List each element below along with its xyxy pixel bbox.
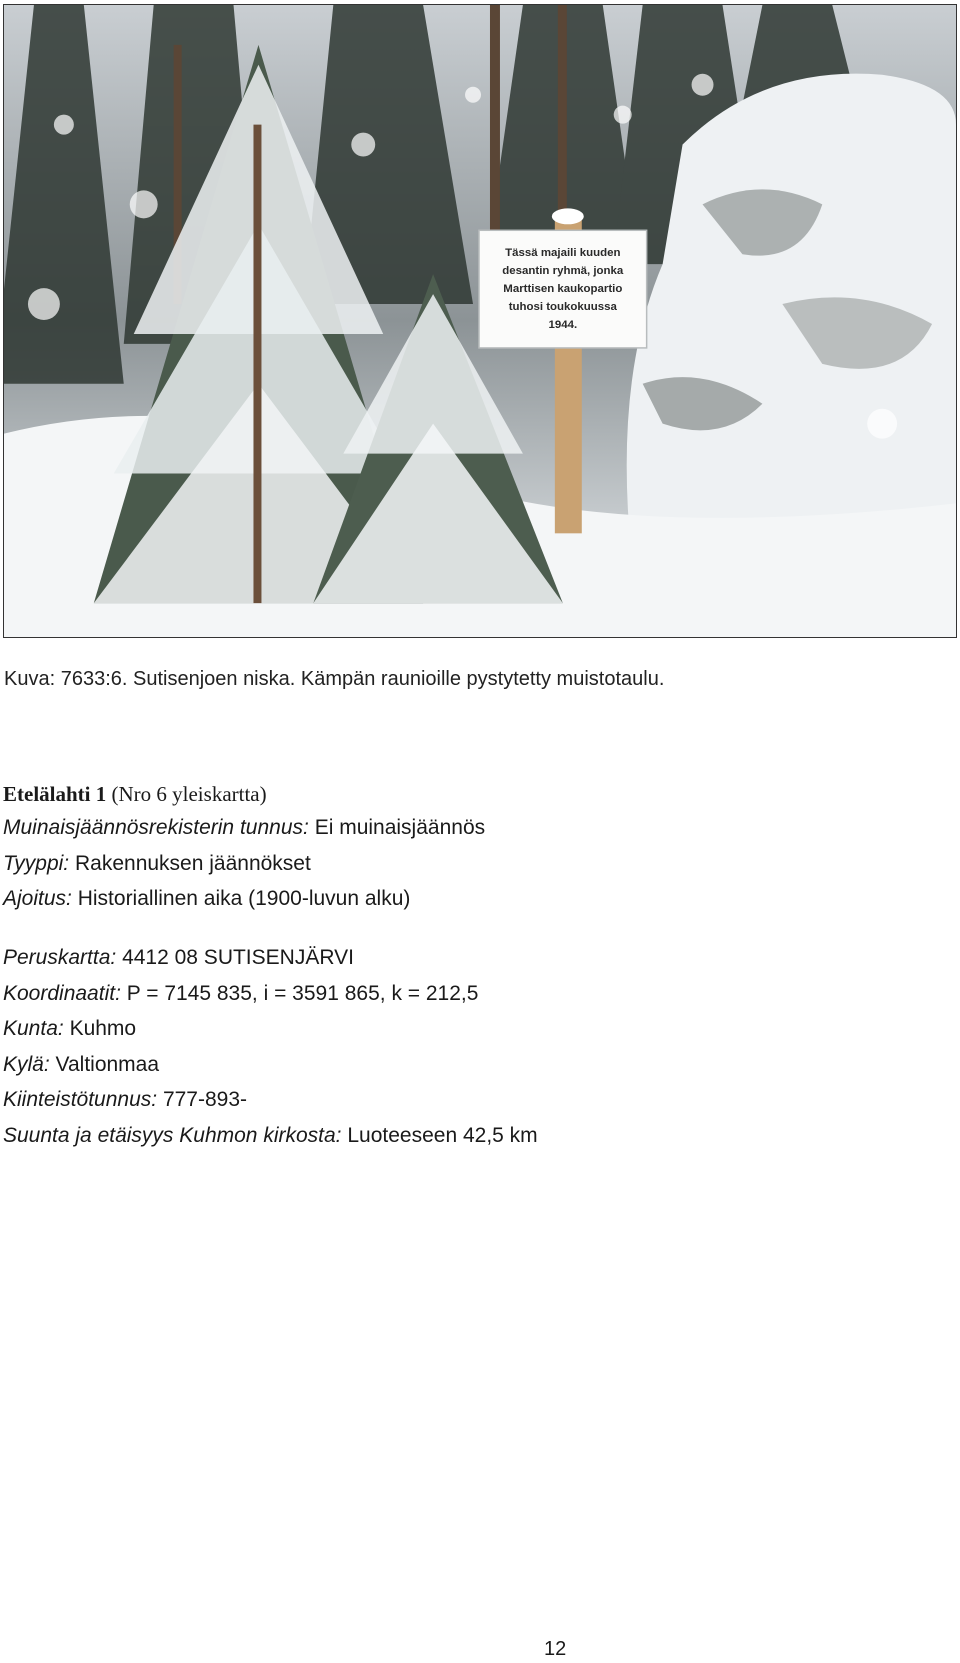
- field-label: Ajoitus:: [3, 887, 72, 910]
- field-row: [3, 887, 485, 923]
- field-value: Luoteeseen 42,5 km: [347, 1123, 538, 1147]
- field-row: [3, 982, 538, 1018]
- field-row: [3, 946, 538, 982]
- page-number: 12: [544, 1638, 567, 1660]
- site-map-ref: (Nro 6 yleiskartta): [111, 782, 267, 806]
- field-label: Muinaisjäännösrekisterin tunnus:: [3, 816, 309, 839]
- field-value: Historiallinen aika (1900-luvun alku): [77, 887, 411, 910]
- field-row: [3, 1053, 538, 1089]
- field-value: P = 7145 835, i = 3591 865, k = 212,5: [126, 981, 479, 1005]
- winter-forest-photo: [3, 4, 957, 638]
- sign-line: Tässä majaili kuuden: [505, 247, 621, 260]
- sign-line: desantin ryhmä, jonka: [502, 265, 624, 278]
- sign-line: tuhosi toukokuussa: [508, 301, 617, 314]
- field-label: Kunta:: [3, 1017, 64, 1040]
- sign-line: Marttisen kaukopartio: [503, 283, 623, 296]
- site-fields-primary: [3, 816, 485, 923]
- field-label: Kylä:: [3, 1052, 50, 1076]
- field-row: [3, 852, 485, 888]
- field-label: Tyyppi:: [3, 851, 70, 875]
- field-value: 4412 08 SUTISENJÄRVI: [122, 946, 354, 969]
- field-label: Koordinaatit:: [3, 981, 121, 1005]
- field-row: [3, 1088, 538, 1124]
- field-value: Kuhmo: [69, 1017, 137, 1040]
- field-value: Ei muinaisjäännös: [314, 816, 486, 839]
- field-value: Rakennuksen jäännökset: [74, 851, 311, 875]
- site-heading: [3, 782, 267, 807]
- site-name: Etelälahti 1: [3, 782, 107, 806]
- field-label: Kiinteistötunnus:: [3, 1088, 158, 1111]
- sign-line: 1944.: [548, 318, 578, 331]
- field-value: Valtionmaa: [55, 1052, 160, 1076]
- field-label: Suunta ja etäisyys Kuhmon kirkosta:: [3, 1123, 342, 1147]
- field-value: 777-893-: [162, 1088, 248, 1111]
- field-row: [3, 1124, 538, 1160]
- field-label: Peruskartta:: [3, 946, 117, 969]
- field-row: [3, 816, 485, 852]
- site-fields-secondary: [3, 946, 538, 1159]
- field-row: [3, 1017, 538, 1053]
- photo-caption: Kuva: 7633:6. Sutisenjoen niska. Kämpän raunioille pystytetty muistotaulu.: [4, 668, 665, 690]
